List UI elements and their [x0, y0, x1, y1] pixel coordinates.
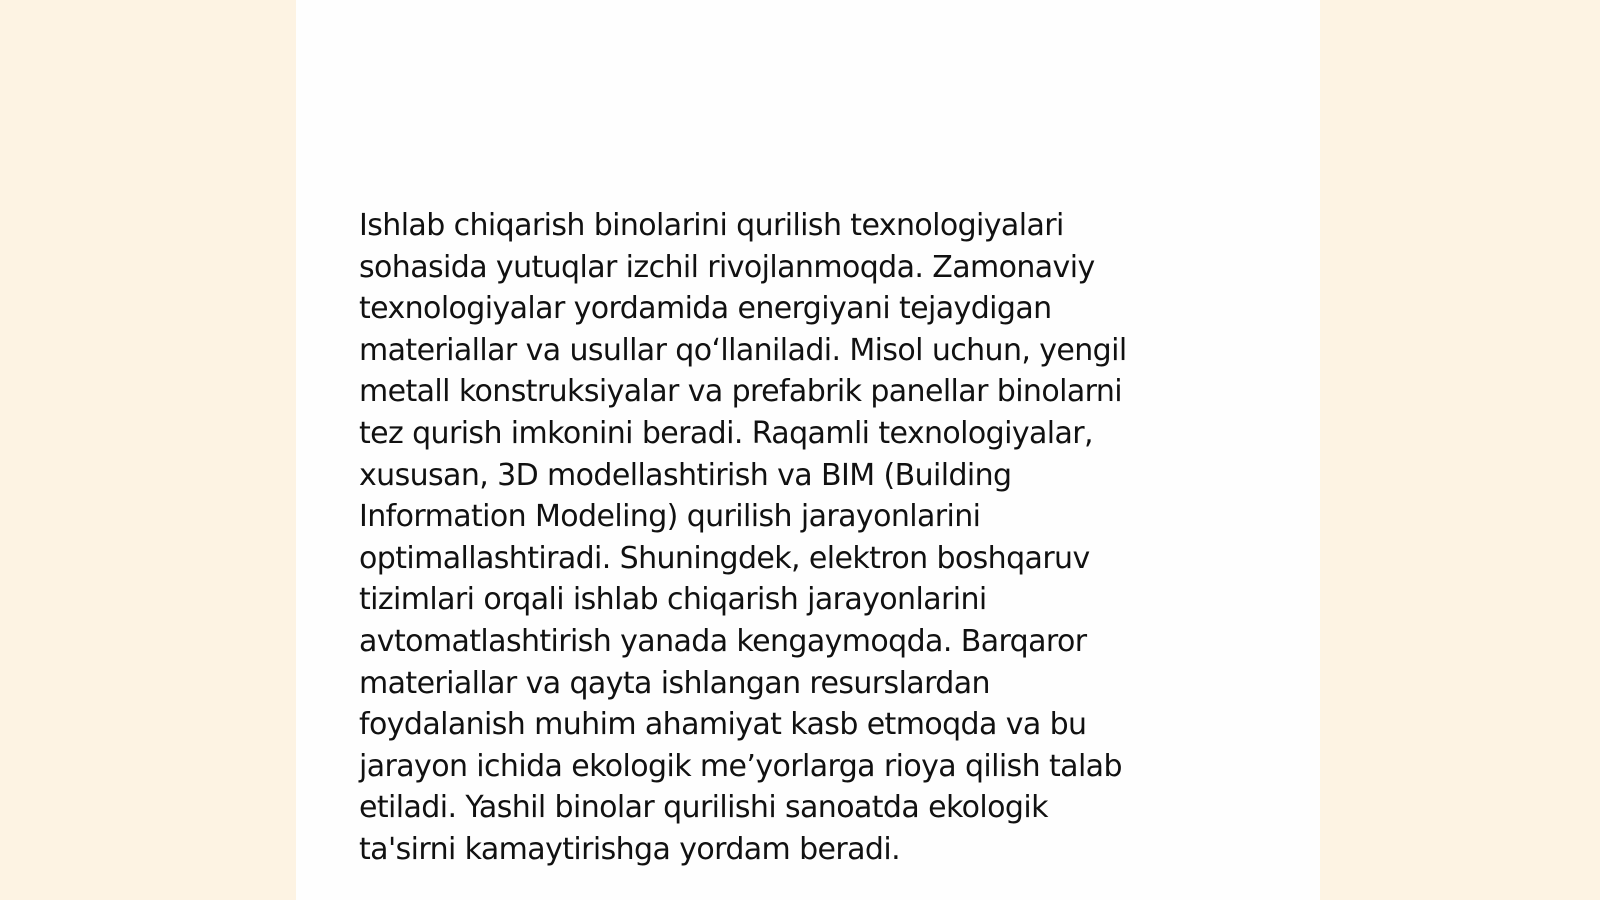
- document-slide: [296, 0, 1320, 900]
- text-line: Ishlab chiqarish binolarini qurilish texnologiyalari: [359, 208, 1064, 243]
- text-line: tizimlari orqali ishlab chiqarish jarayonlarini: [359, 582, 987, 618]
- text-line: texnologiyalar yordamida energiyani tejaydigan: [359, 291, 1052, 327]
- body-paragraph: [359, 205, 1249, 871]
- text-line: xususan, 3D modellashtirish va BIM (Building: [359, 457, 1012, 493]
- text-line: optimallashtiradi. Shuningdek, elektron boshqaruv: [359, 540, 1090, 576]
- text-line: materiallar va qayta ishlangan resurslardan: [359, 665, 990, 701]
- text-line: foydalanish muhim ahamiyat kasb etmoqda va bu: [359, 707, 1087, 743]
- text-line: tez qurish imkonini beradi. Raqamli texnologiyalar,: [359, 415, 1093, 451]
- text-line: jarayon ichida ekologik me’yorlarga rioya qilish talab: [359, 748, 1122, 784]
- text-line: Information Modeling) qurilish jarayonlarini: [359, 499, 981, 535]
- text-line: materiallar va usullar qo‘llaniladi. Misol uchun, yengil: [359, 332, 1127, 368]
- text-line: ta'sirni kamaytirishga yordam beradi.: [359, 831, 901, 867]
- text-line: etiladi. Yashil binolar qurilishi sanoatda ekologik: [359, 790, 1048, 826]
- text-line: metall konstruksiyalar va prefabrik panellar binolarni: [359, 374, 1122, 410]
- text-line: avtomatlashtirish yanada kengaymoqda. Barqaror: [359, 623, 1087, 659]
- text-line: sohasida yutuqlar izchil rivojlanmoqda. Zamonaviy: [359, 249, 1095, 285]
